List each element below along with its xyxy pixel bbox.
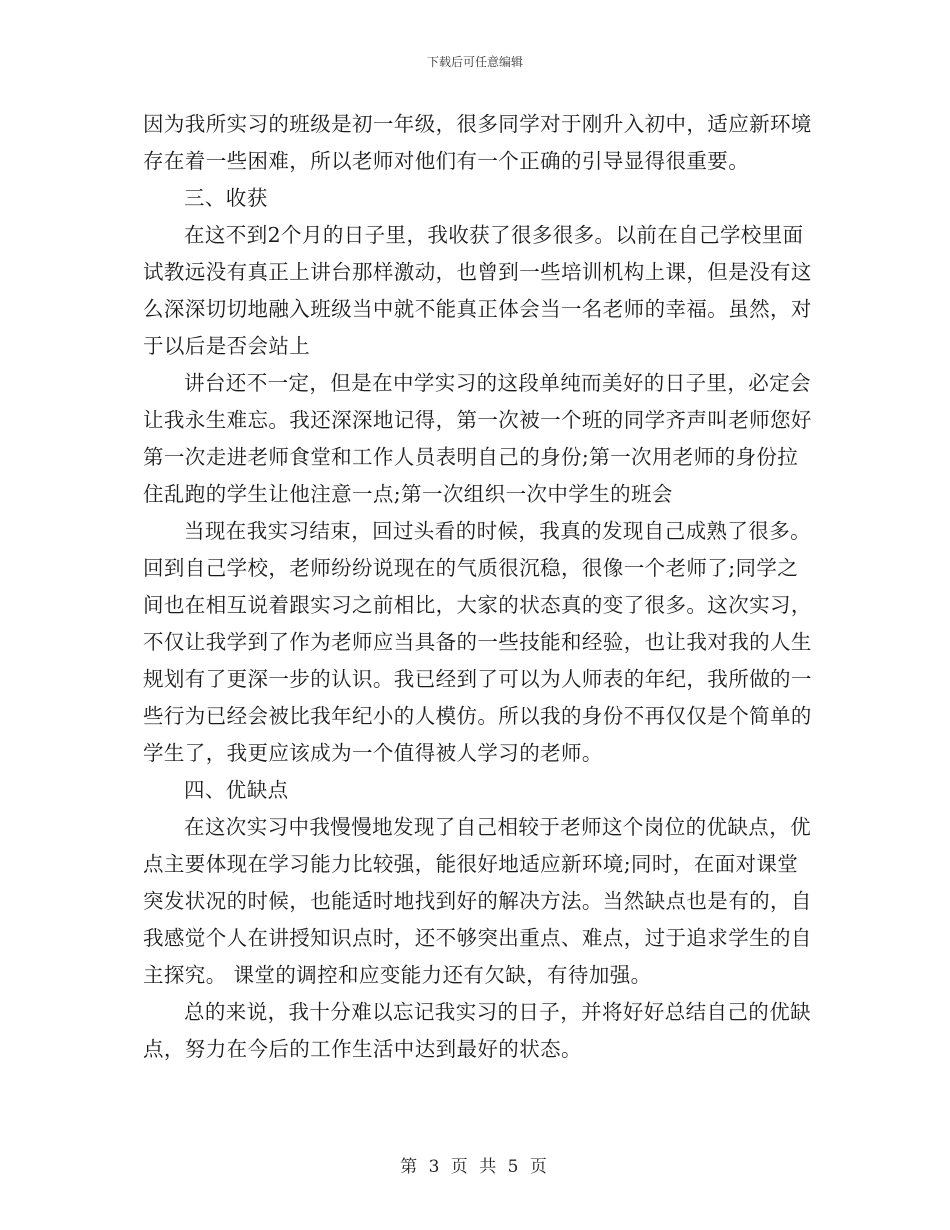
paragraph: 当现在我实习结束，回过头看的时候，我真的发现自己成熟了很多。回到自己学校，老师纷纷说现在的气质很沉稳，很像一个老师了;同学之间也在相互说着跟实习之前相比，大家的状态真的变了很多。这次实习，不仅让我学到了作为老师应当具备的一些技能和经验，也让我对我的人生规划有了更深一步的认识。我已经到了可以为人师表的年纪，我所做的一些行为已经会被比我年纪小的人模仿。所以我的身份不再仅仅是个简单的学生了，我更应该成为一个值得被人学习的老师。 [143,519,812,765]
paragraph: 在这次实习中我慢慢地发现了自己相较于老师这个岗位的优缺点，优点主要体现在学习能力比较强，能很好地适应新环境;同时，在面对课堂突发状况的时候，也能适时地找到好的解决方法。当然缺点也是有的，自我感觉个人在讲授知识点时，还不够突出重点、难点，过于追求学生的自主探究。 课堂的调控和应变能力还有欠缺，有待加强。 [143,815,812,987]
section-heading-harvest: 三、收获 [184,186,268,210]
document-body [143,106,813,1068]
page-header: 下载后可任意编辑 [426,55,523,69]
paragraph: 总的来说，我十分难以忘记我实习的日子，并将好好总结自己的优缺点，努力在今后的工作生活中达到最好的状态。 [143,1000,811,1061]
section-heading-pros-cons: 四、优缺点 [184,778,289,802]
paragraph: 因为我所实习的班级是初一年级，很多同学对于刚升入初中，适应新环境存在着一些困难，所以老师对他们有一个正确的引导显得很重要。 [143,112,812,173]
paragraph: 讲台还不一定，但是在中学实习的这段单纯而美好的日子里，必定会让我永生难忘。我还深深地记得，第一次被一个班的同学齐声叫老师您好第一次走进老师食堂和工作人员表明自己的身份;第一次用老师的身份拉住乱跑的学生让他注意一点;第一次组织一次中学生的班会 [143,371,812,506]
page-number: 第 3 页 共 5 页 [400,1157,550,1177]
paragraph: 在这不到2个月的日子里，我收获了很多很多。以前在自己学校里面试教远没有真正上讲台那样激动，也曾到一些培训机构上课，但是没有这么深深切切地融入班级当中就不能真正体会当一名老师的幸福。虽然，对于以后是否会站上 [143,223,812,358]
